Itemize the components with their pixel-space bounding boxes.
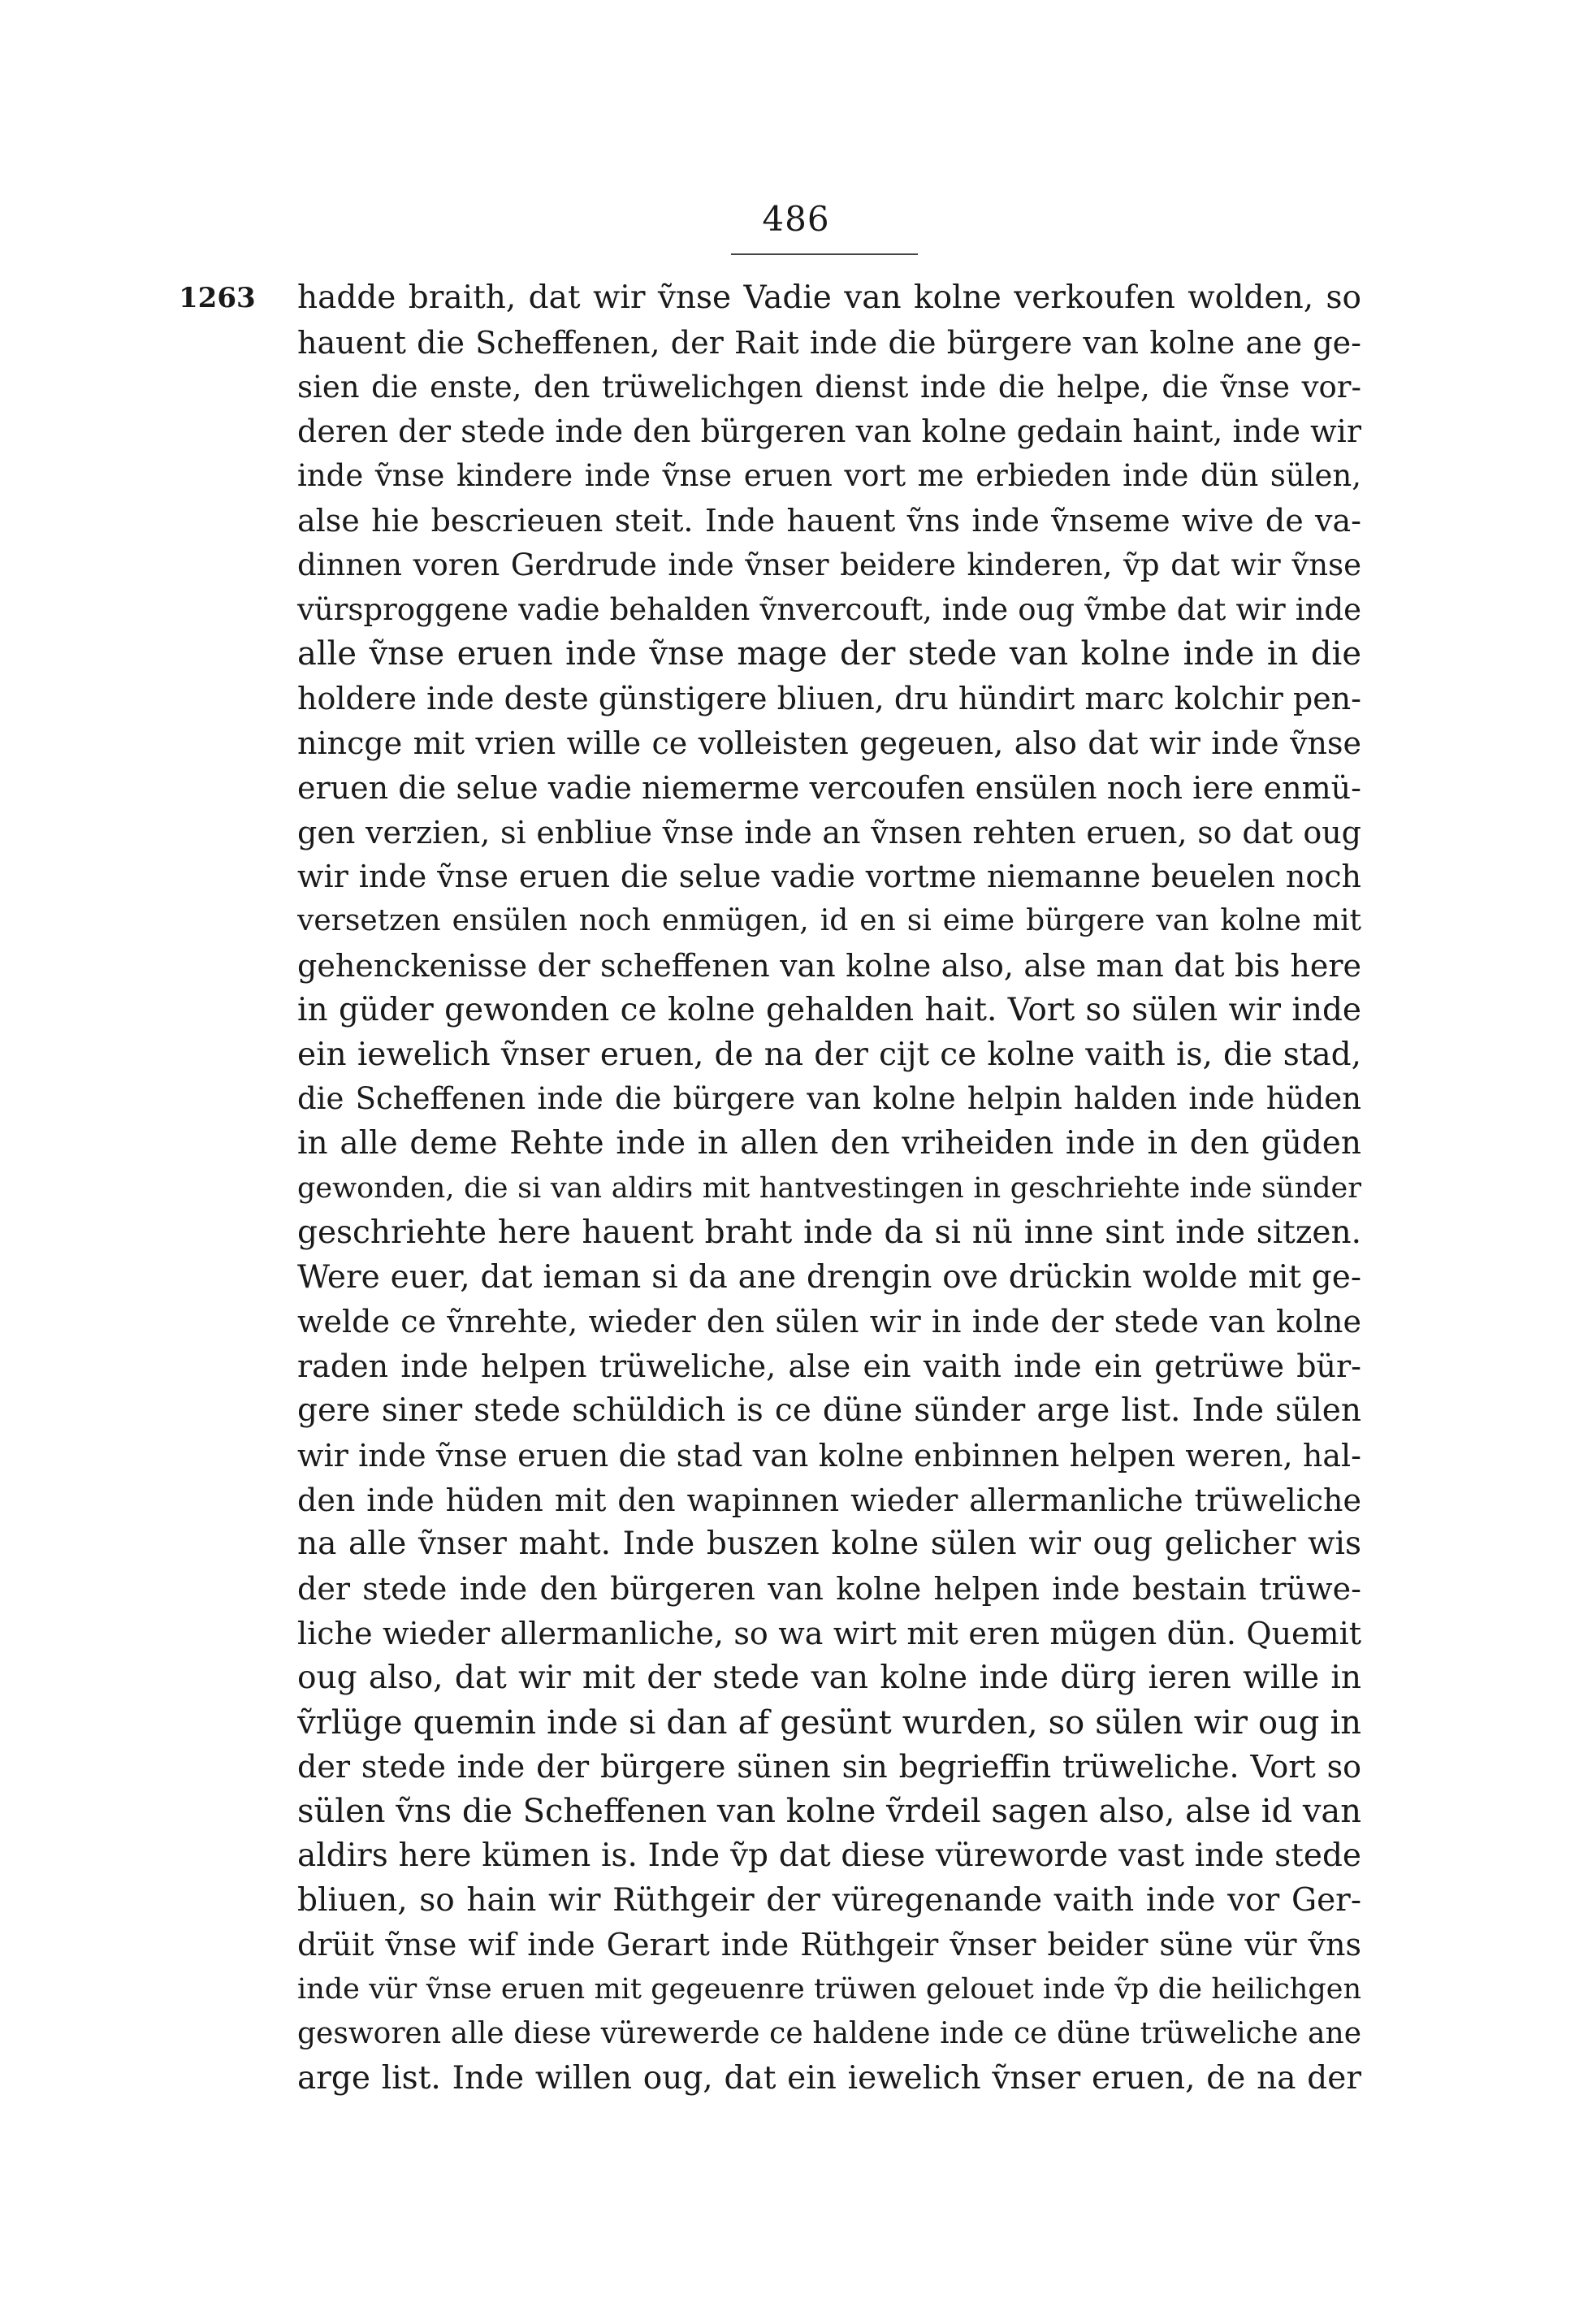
text-line: der stede inde der bürgere sünen sin begrieffin trüweliche. Vort so: [297, 1749, 1361, 1785]
text-line: eruen die selue vadie niemerme vercoufen ensülen noch iere enmü-: [297, 769, 1361, 806]
text-line: sien die enste, den trüwelichgen dienst inde die helpe, die ṽnse vor-: [297, 369, 1361, 405]
text-line: nincge mit vrien wille ce volleisten gegeuen, also dat wir inde ṽnse: [297, 725, 1361, 761]
text-line: liche wieder allermanliche, so wa wirt mit eren mügen dün. Quemit: [297, 1615, 1361, 1651]
text-line: Were euer, dat ieman si da ane drengin ove drückin wolde mit ge-: [297, 1258, 1361, 1296]
text-line: arge list. Inde willen oug, dat ein iewelich ṽnser eruen, de na der: [297, 2059, 1361, 2097]
text-line: gere siner stede schüldich is ce düne sünder arge list. Inde sülen: [297, 1391, 1361, 1429]
text-line: oug also, dat wir mit der stede van kolne inde dürg ieren wille in: [297, 1659, 1361, 1696]
margin-year: 1263: [179, 282, 256, 314]
text-line: holdere inde deste günstigere bliuen, dru hündirt marc kolchir pen-: [297, 681, 1361, 717]
text-line: gewonden, die si van aldirs mit hantvestingen in geschriehte inde sünder: [297, 1171, 1361, 1205]
text-line: in güder gewonden ce kolne gehalden hait. Vort so sülen wir inde: [297, 991, 1361, 1028]
text-line: drüit ṽnse wif inde Gerart inde Rüthgeir ṽnser beider süne vür ṽns: [297, 1927, 1361, 1963]
text-line: deren der stede inde den bürgeren van kolne gedain haint, inde wir: [297, 413, 1361, 450]
text-line: hauent die Scheffenen, der Rait inde die bürgere van kolne ane ge-: [297, 324, 1361, 361]
text-line: vürsproggene vadie behalden ṽnvercouft, inde oug ṽmbe dat wir inde: [297, 591, 1361, 627]
text-line: welde ce ṽnrehte, wieder den sülen wir in inde der stede van kolne: [297, 1304, 1361, 1340]
text-line: gesworen alle diese vürewerde ce haldene inde ce düne trüweliche ane: [297, 2017, 1361, 2051]
text-line: na alle ṽnser maht. Inde buszen kolne sülen wir oug gelicher wis: [297, 1526, 1361, 1563]
page-number: 486: [762, 199, 830, 239]
text-line: sülen ṽns die Scheffenen van kolne ṽrdeil sagen also, alse id van: [297, 1793, 1361, 1831]
text-line: inde ṽnse kindere inde ṽnse eruen vort me erbieden inde dün sülen,: [297, 458, 1361, 494]
text-line: geschriehte here hauent braht inde da si nü inne sint inde sitzen.: [297, 1214, 1361, 1251]
text-line: aldirs here kümen is. Inde ṽp dat diese vüreworde vast inde stede: [297, 1837, 1361, 1874]
text-line: dinnen voren Gerdrude inde ṽnser beidere kinderen, ṽp dat wir ṽnse: [297, 547, 1361, 582]
text-line: alle ṽnse eruen inde ṽnse mage der stede van kolne inde in die: [297, 635, 1361, 673]
text-line: bliuen, so hain wir Rüthgeir der vüregenande vaith inde vor Ger-: [297, 1881, 1361, 1919]
text-line: ṽrlüge quemin inde si dan af gesünt wurden, so sülen wir oug in: [297, 1703, 1361, 1742]
text-line: der stede inde den bürgeren van kolne helpen inde bestain trüwe-: [297, 1571, 1361, 1608]
text-line: die Scheffenen inde die bürgere van kolne helpin halden inde hüden: [297, 1081, 1361, 1117]
text-line: ein iewelich ṽnser eruen, de na der cijt ce kolne vaith is, die stad,: [297, 1036, 1361, 1073]
text-line: gen verzien, si enbliue ṽnse inde an ṽnsen rehten eruen, so dat oug: [297, 814, 1361, 850]
text-line: alse hie bescrieuen steit. Inde hauent ṽns inde ṽnseme wive de va-: [297, 502, 1361, 539]
text-line: versetzen ensülen noch enmügen, id en si eime bürgere van kolne mit: [297, 904, 1361, 938]
text-line: inde vür ṽnse eruen mit gegeuenre trüwen gelouet inde ṽp die heilichgen: [297, 1973, 1361, 2006]
text-line: wir inde ṽnse eruen die selue vadie vortme niemanne beuelen noch: [297, 859, 1361, 895]
page-number-rule: [731, 253, 918, 255]
body-text: [297, 276, 1361, 2101]
text-line: hadde braith, dat wir ṽnse Vadie van kolne verkoufen wolden, so: [297, 279, 1361, 316]
text-line: den inde hüden mit den wapinnen wieder allermanliche trüweliche: [297, 1482, 1361, 1518]
text-line: raden inde helpen trüweliche, alse ein vaith inde ein getrüwe bür-: [297, 1348, 1361, 1385]
text-line: wir inde ṽnse eruen die stad van kolne enbinnen helpen weren, hal-: [297, 1437, 1361, 1474]
text-line: gehenckenisse der scheffenen van kolne also, alse man dat bis here: [297, 947, 1361, 984]
text-line: in alle deme Rehte inde in allen den vriheiden inde in den güden: [297, 1125, 1361, 1162]
